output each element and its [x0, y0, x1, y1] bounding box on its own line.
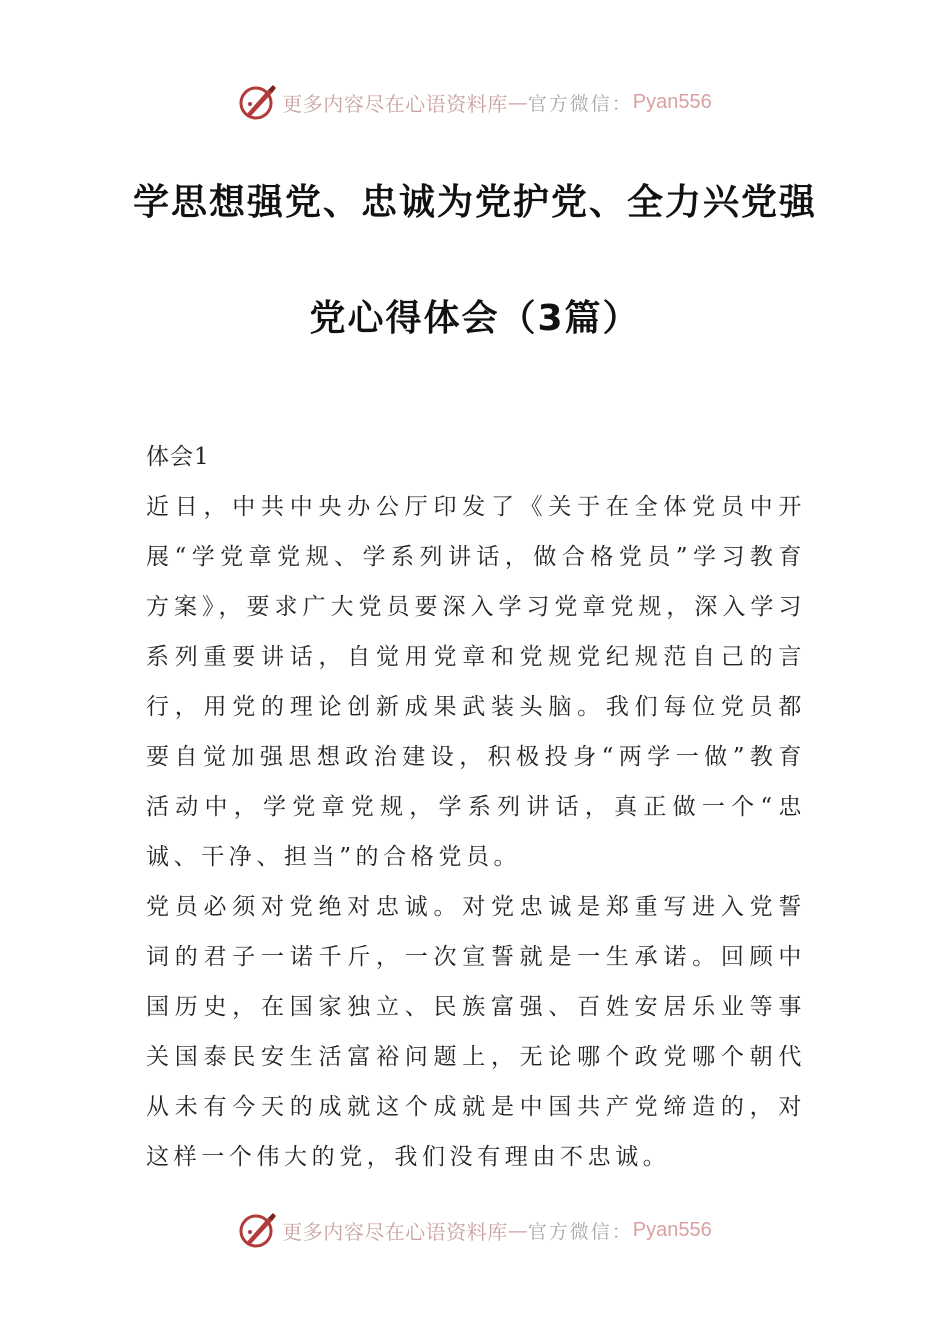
document-body — [146, 432, 806, 1182]
paragraph-2: 党员必须对党绝对忠诚。对党忠诚是郑重写进入党誓词的君子一诺千斤，一次宣誓就是一生承诺。回顾中国历史，在国家独立、民族富强、百姓安居乐业等事关国泰民安生活富裕问题上，无论哪个政党哪个朝代从未有今天的成就这个成就是中国共产党缔造的，对这样一个伟大的党，我们没有理由不忠诚。 — [146, 894, 806, 1170]
document-title-line2: 党心得体会（3篇） — [309, 298, 641, 339]
banner-text: 更多内容尽在心语资料库 — [282, 1219, 508, 1244]
banner-dash: — — [507, 1218, 528, 1242]
pen-logo-icon — [238, 82, 278, 122]
wechat-id: Pyan556 — [632, 90, 712, 113]
document-title-line1: 学思想强党、忠诚为党护党、全力兴党强 — [132, 182, 817, 223]
paragraph-1: 近日，中共中央办公厅印发了《关于在全体党员中开展“学党章党规、学系列讲话，做合格党员”学习教育方案》，要求广大党员要深入学习党章党规，深入学习系列重要讲话，自觉用党章和党规党纪规范自己的言行，用党的理论创新成果武装头脑。我们每位党员都要自觉加强思想政治建设，积极投身“两学一做”教育活动中，学党章党规，学系列讲话，真正做一个“忠诚、干净、担当”的合格党员。 — [146, 494, 806, 870]
section-heading: 体会1 — [146, 444, 210, 470]
banner-dash: — — [507, 90, 528, 114]
wechat-label: 官方微信： — [527, 92, 633, 115]
pen-logo-icon — [238, 1210, 278, 1250]
footer-banner — [0, 1208, 950, 1252]
wechat-id: Pyan556 — [632, 1218, 712, 1241]
header-banner — [0, 80, 950, 124]
wechat-label: 官方微信： — [527, 1220, 633, 1243]
banner-text: 更多内容尽在心语资料库 — [282, 91, 508, 116]
